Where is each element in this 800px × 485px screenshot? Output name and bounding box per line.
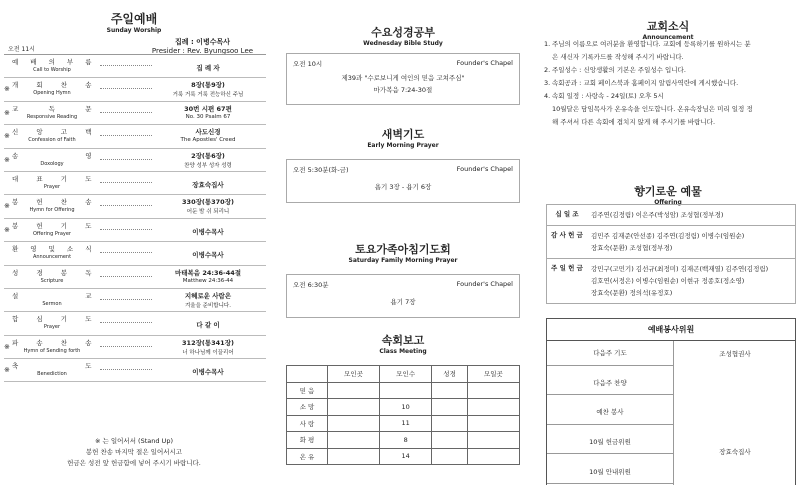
order-item-ko: 축 도 — [12, 362, 92, 371]
offering-names — [587, 205, 795, 225]
offering-names — [587, 259, 795, 303]
worship-order-row — [4, 266, 266, 289]
meeting-row — [287, 382, 520, 399]
dotted-leader — [100, 276, 152, 277]
service-role: 예찬 봉사 — [547, 400, 673, 425]
order-item-leader: 이병수목사 — [192, 227, 224, 236]
order-item-leader: 장효숙집사 — [192, 180, 224, 189]
stand-up-mark: ※ — [4, 342, 10, 351]
offering-row — [547, 259, 795, 303]
stand-up-mark: ※ — [4, 366, 10, 375]
meeting-cell — [432, 432, 468, 449]
footnote-line: 헌금은 성전 앞 헌금함에 넣어 주시기 바랍니다. — [67, 459, 201, 467]
wednesday-place: Founder's Chapel — [456, 59, 513, 67]
worship-order-row — [4, 149, 266, 172]
dawn-box — [286, 159, 520, 203]
meeting-cell — [432, 448, 468, 465]
order-item-en: Scripture — [40, 277, 64, 284]
dawn-time: 오전 5:30분(화-금) — [293, 166, 349, 174]
meeting-cell: 11 — [380, 415, 432, 432]
wednesday-line: 제39과 "수로보니게 여인의 믿음 고쳐주심" — [341, 74, 465, 82]
wednesday-study — [286, 24, 520, 105]
offering-label: 주 일 헌 금 — [551, 264, 583, 272]
order-item-detail: Matthew 24:36-44 — [182, 277, 234, 284]
service-role: 다음주 기도 — [547, 341, 673, 366]
meeting-cell: 소 망 — [287, 399, 328, 416]
saturday-prayer — [286, 241, 520, 318]
worship-order-row — [4, 55, 266, 78]
order-item-leader: 30번 시편 67편 — [184, 104, 232, 113]
meeting-row — [287, 432, 520, 449]
service-role: 다음주 찬양 — [547, 371, 673, 396]
footnote-line: 봉헌 찬송 마지막 절은 일어서시고 — [85, 448, 183, 456]
announcement-line: 주님의 이름으로 여러분을 환영합니다. 교회에 등록하기를 원하시는 분 — [552, 40, 751, 48]
saturday-place: Founder's Chapel — [456, 280, 513, 288]
stand-up-mark: ※ — [4, 132, 10, 141]
dawn-line: 욥기 3장 - 욥기 6장 — [374, 183, 432, 191]
stand-up-mark: ※ — [4, 155, 10, 164]
order-item-en: Hymn of Sending forth — [23, 347, 81, 354]
announcement-line: 속회 일정 : 사랑속 - 24일(토) 오후 5시 — [552, 92, 664, 100]
order-item-en: Prayer — [43, 183, 61, 190]
announcement-line: 10월달은 담임목사가 온유속을 인도합니다. 온유속장님은 미리 일정 정 — [552, 105, 753, 113]
worship-order-row — [4, 78, 266, 101]
order-item-ko: 봉 헌 찬 송 — [12, 198, 92, 207]
meeting-cell — [432, 415, 468, 432]
order-item-detail: 거룩 거룩 거룩 전능하신 주님 — [172, 92, 244, 99]
meeting-cell — [467, 432, 519, 449]
announcement-line: 속회공과 : 교회 페이스북과 홈페이지 알림사역란에 게시했습니다. — [552, 79, 739, 87]
worship-header — [0, 10, 268, 34]
meeting-header-cell: 모일곳 — [467, 366, 519, 383]
offering-label: 십 일 조 — [555, 210, 579, 218]
service-role: 10월 헌금위원 — [547, 430, 673, 455]
meeting-row — [287, 399, 520, 416]
order-item-en: Benediction — [37, 371, 67, 378]
wednesday-box — [286, 53, 520, 105]
order-item-ko: 교 독 문 — [12, 104, 92, 113]
dotted-leader — [100, 369, 152, 370]
order-item-detail: 너 하나님께 이끌리어 — [182, 349, 234, 356]
meeting-cell: 온 유 — [287, 448, 328, 465]
order-item-leader: 지혜로운 사람은 — [184, 291, 232, 300]
meeting-header-cell: 성경 — [432, 366, 468, 383]
meeting-table — [286, 365, 520, 465]
announcement-number: 4. — [544, 92, 551, 100]
dawn-prayer — [286, 126, 520, 203]
offering-names-line: 김주연(김정림) 이은주(박성암) 조성협(정부경) — [591, 211, 724, 219]
order-item-ko: 예 배 의 부 름 — [12, 58, 92, 66]
meeting-cell — [467, 415, 519, 432]
announcement-item — [544, 77, 794, 90]
dotted-leader — [100, 299, 152, 300]
service-body — [547, 341, 795, 485]
weekly-gatherings-section — [280, 0, 524, 485]
meeting-cell: 10 — [380, 399, 432, 416]
meeting-cell — [467, 399, 519, 416]
order-item-leader: 이병수목사 — [192, 368, 224, 377]
announcement-number: 1. — [544, 40, 551, 48]
worship-order-row — [4, 195, 266, 218]
service-name-bottom: 장효숙집사 — [719, 448, 751, 456]
announcement-line: 해 주셔서 다른 속회에 겹치지 않게 해 주시기를 바랍니다. — [552, 118, 716, 126]
order-item-ko: 신 앙 고 백 — [12, 128, 92, 137]
stand-up-mark: ※ — [4, 202, 10, 211]
order-item-en: Sermon — [42, 300, 62, 307]
order-item-en: Responsive Reading — [26, 113, 78, 120]
meeting-cell — [328, 448, 380, 465]
order-item-leader: 8장(통9장) — [191, 81, 225, 90]
meeting-cell — [328, 382, 380, 399]
announcement-title: 교회소식 — [646, 20, 690, 33]
dotted-leader — [100, 252, 152, 253]
church-news-section — [536, 0, 800, 485]
offering-row — [547, 226, 795, 259]
order-item-ko: 개 회 찬 송 — [12, 81, 92, 90]
service-divider — [673, 341, 674, 485]
meeting-cell — [432, 382, 468, 399]
worship-order-row — [4, 172, 266, 195]
order-item-detail: 겨울을 준비합니다. — [184, 302, 231, 309]
announcement-list — [544, 38, 794, 129]
order-item-en: Prayer — [43, 324, 61, 331]
saturday-title: 토요가족아침기도회 — [355, 243, 451, 256]
order-item-ko: 송 영 — [12, 151, 92, 160]
order-item-en: Call to Worship — [33, 67, 71, 73]
order-item-en: Opening Hymn — [33, 90, 71, 97]
worship-title: 주일예배 — [110, 12, 158, 26]
worship-order-row — [4, 359, 266, 382]
order-item-leader: 이병수목사 — [192, 251, 224, 260]
announcement-line: 주일성수 : 신앙생활의 기본은 주일성수 입니다. — [552, 66, 686, 74]
offering-names-line: 장효숙(문환) 조성협(정부경) — [591, 244, 673, 252]
order-item-detail: 찬양 성부 성자 성령 — [184, 162, 232, 169]
announcement-item — [544, 64, 794, 77]
meeting-cell — [328, 399, 380, 416]
order-item-ko: 설 교 — [12, 291, 92, 300]
order-of-worship — [4, 54, 266, 382]
meeting-cell: 14 — [380, 448, 432, 465]
order-item-ko: 성 경 봉 독 — [12, 268, 92, 277]
meeting-cell — [380, 382, 432, 399]
saturday-line: 욥기 7장 — [390, 298, 416, 306]
order-item-ko: 파 송 찬 송 — [12, 338, 92, 347]
meeting-cell: 8 — [380, 432, 432, 449]
meeting-cell: 믿 음 — [287, 382, 328, 399]
meeting-cell — [432, 399, 468, 416]
meeting-header-cell — [287, 366, 328, 383]
dotted-leader — [100, 182, 152, 183]
worship-order-row — [4, 242, 266, 265]
presider-ko: 집례 : 이병수목사 — [174, 38, 230, 46]
meeting-header-cell: 모인곳 — [328, 366, 380, 383]
meeting-cell — [467, 382, 519, 399]
dawn-place: Founder's Chapel — [456, 165, 513, 173]
offering-list — [546, 204, 796, 304]
order-item-en: Doxology — [40, 160, 64, 167]
order-item-en: Offering Prayer — [33, 230, 71, 237]
order-item-detail: 어둔 밤 쉬 되리니 — [186, 209, 230, 216]
order-item-detail: No. 30 Psalm 67 — [185, 113, 231, 120]
meeting-row — [287, 415, 520, 432]
announcement-number: 3. — [544, 79, 551, 87]
service-name-top: 조성협권사 — [719, 350, 751, 358]
offering-names-line: 장효숙(문환) 정의석(유정호) — [591, 289, 673, 297]
meeting-title: 속회보고 — [381, 334, 425, 347]
meeting-subtitle: Class Meeting — [379, 348, 427, 355]
stand-up-mark: ※ — [4, 85, 10, 94]
order-item-leader: 330장(통370장) — [182, 198, 234, 207]
announcement-subtitle: Announcement — [642, 34, 694, 41]
class-meeting — [286, 332, 520, 465]
worship-order-row — [4, 336, 266, 359]
saturday-subtitle: Saturday Family Morning Prayer — [348, 257, 458, 264]
dotted-leader — [100, 159, 152, 160]
meeting-cell — [328, 415, 380, 432]
order-item-leader: 마태복음 24:36-44절 — [174, 268, 242, 277]
order-item-detail: The Apostles' Creed — [180, 137, 236, 144]
worship-order-row — [4, 102, 266, 125]
offering-label: 감 사 헌 금 — [551, 231, 583, 239]
dotted-leader — [100, 322, 152, 323]
worship-subtitle: Sunday Worship — [106, 27, 162, 34]
order-item-leader: 사도신경 — [195, 128, 221, 137]
dotted-leader — [100, 135, 152, 136]
order-item-ko: 환 영 및 소 식 — [12, 245, 92, 254]
order-item-en: Announcement — [32, 254, 72, 261]
meeting-cell — [328, 432, 380, 449]
dawn-title: 새벽기도 — [381, 128, 425, 141]
order-item-en: Hymn for Offering — [29, 207, 75, 214]
order-item-ko: 대 표 기 도 — [12, 174, 92, 183]
worship-time: 오전 11시 — [8, 46, 35, 53]
order-item-leader: 집 례 자 — [196, 64, 220, 72]
worship-footnote — [0, 436, 268, 469]
footnote-line: ※ 는 일어서서 (Stand Up) — [95, 437, 173, 445]
service-title: 예배봉사위원 — [547, 319, 795, 341]
order-item-leader: 다 같 이 — [196, 321, 220, 330]
dotted-leader — [100, 346, 152, 347]
meeting-cell: 사 랑 — [287, 415, 328, 432]
saturday-box — [286, 274, 520, 318]
worship-order-row — [4, 125, 266, 148]
announcement-line: 은 새신자 기록카드를 작성해 주시기 바랍니다. — [552, 53, 684, 61]
service-role: 10월 안내위원 — [547, 459, 673, 484]
order-item-ko: 합 심 기 도 — [12, 315, 92, 324]
presider-en: Presider : Rev. Byungsoo Lee — [151, 47, 254, 55]
dotted-leader — [100, 112, 152, 113]
order-item-leader: 312장(통341장) — [182, 338, 234, 347]
dawn-subtitle: Early Morning Prayer — [367, 142, 439, 149]
offering-subtitle: Offering — [654, 199, 682, 206]
offering-names — [587, 226, 795, 258]
dotted-leader — [100, 229, 152, 230]
wednesday-line: 마가복음 7:24-30절 — [373, 86, 433, 94]
stand-up-mark: ※ — [4, 108, 10, 117]
dotted-leader — [100, 65, 152, 66]
offering-names-line: 김민주 김재준(안선종) 김주연(김정림) 이병수(임원순) — [591, 232, 745, 240]
sunday-worship-section — [0, 0, 268, 485]
saturday-time: 오전 6:30분 — [293, 281, 329, 289]
announcement-item — [544, 38, 794, 64]
stand-up-mark: ※ — [4, 225, 10, 234]
offering-title: 향기로운 예물 — [634, 185, 702, 198]
offering-header — [536, 183, 800, 206]
order-item-en: Confession of Faith — [28, 137, 76, 144]
dotted-leader — [100, 205, 152, 206]
worship-order-row — [4, 289, 266, 312]
service-committee — [546, 318, 796, 485]
offering-names-line: 김호연(서정은) 이병수(임원순) 이현규 정종호(정소영) — [591, 277, 745, 285]
meeting-cell — [467, 448, 519, 465]
meeting-header-cell: 모인수 — [380, 366, 432, 383]
offering-names-line: 강민구(고민기) 김선규(최정미) 김재곤(백재열) 김주연(김정림) — [591, 265, 769, 273]
wednesday-time: 오전 10시 — [293, 60, 323, 68]
wednesday-title: 수요성경공부 — [371, 26, 435, 39]
order-item-leader: 2장(통6장) — [191, 151, 225, 160]
dotted-leader — [100, 88, 152, 89]
wednesday-subtitle: Wednesday Bible Study — [363, 40, 443, 47]
announcement-item — [544, 90, 794, 129]
worship-order-row — [4, 219, 266, 242]
announcement-number: 2. — [544, 66, 551, 74]
order-item-ko: 봉 헌 기 도 — [12, 221, 92, 230]
meeting-row — [287, 448, 520, 465]
meeting-cell: 화 평 — [287, 432, 328, 449]
worship-order-row — [4, 312, 266, 335]
offering-row — [547, 205, 795, 226]
